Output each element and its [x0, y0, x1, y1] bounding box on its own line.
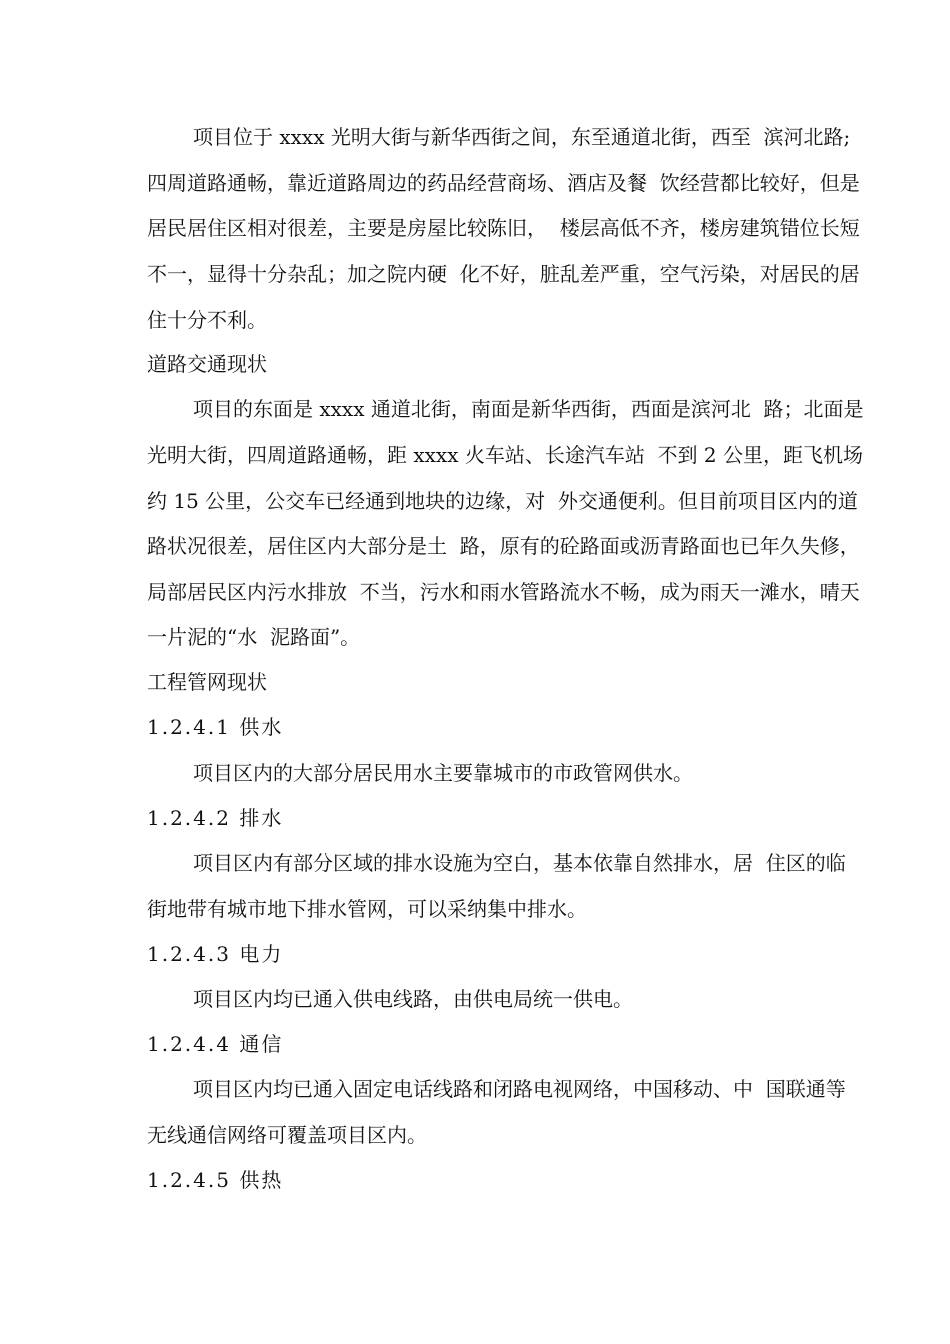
paragraph-line: 项目区内有部分区域的排水设施为空白，基本依靠自然排水，居 住区的临	[193, 851, 846, 875]
paragraph-line: 项目区内均已通入供电线路，由供电局统一供电。	[193, 987, 633, 1011]
paragraph-line: 项目的东面是 xxxx 通道北街，南面是新华西街，西面是滨河北 路；北面是	[193, 397, 864, 421]
paragraph-line: 项目区内的大部分居民用水主要靠城市的市政管网供水。	[193, 761, 693, 785]
subsection-heading: 1.2.4.3 电力	[147, 942, 284, 966]
paragraph-line: 无线通信网络可覆盖项目区内。	[147, 1123, 427, 1147]
paragraph-line: 项目位于 xxxx 光明大街与新华西街之间，东至通道北街，西至 滨河北路;	[193, 125, 851, 149]
paragraph-line: 四周道路通畅，靠近道路周边的药品经营商场、酒店及餐 饮经营都比较好，但是	[147, 171, 860, 195]
paragraph-line: 不一，显得十分杂乱；加之院内硬 化不好，脏乱差严重，空气污染，对居民的居	[147, 262, 860, 286]
section-heading-road: 道路交通现状	[147, 352, 267, 376]
subsection-heading: 1.2.4.4 通信	[147, 1032, 284, 1056]
paragraph-line: 居民居住区相对很差，主要是房屋比较陈旧， 楼层高低不齐，楼房建筑错位长短	[147, 216, 860, 240]
subsection-heading: 1.2.4.2 排水	[147, 806, 284, 830]
subsection-heading: 1.2.4.5 供热	[147, 1168, 284, 1192]
subsection-heading: 1.2.4.1 供水	[147, 715, 284, 739]
paragraph-line: 约 15 公里，公交车已经通到地块的边缘，对 外交通便利。但目前项目区内的道	[147, 489, 858, 513]
paragraph-line: 一片泥的“水 泥路面”。	[147, 625, 361, 649]
paragraph-line: 路状况很差，居住区内大部分是土 路，原有的砼路面或沥青路面也已年久失修，	[147, 534, 860, 558]
paragraph-line: 局部居民区内污水排放 不当，污水和雨水管路流水不畅，成为雨天一滩水，晴天	[147, 580, 860, 604]
paragraph-line: 街地带有城市地下排水管网，可以采纳集中排水。	[147, 897, 587, 921]
section-heading-pipe: 工程管网现状	[147, 670, 267, 694]
paragraph-line: 住十分不利。	[147, 308, 267, 332]
paragraph-line: 项目区内均已通入固定电话线路和闭路电视网络，中国移动、中 国联通等	[193, 1077, 846, 1101]
paragraph-line: 光明大街，四周道路通畅，距 xxxx 火车站、长途汽车站 不到 2 公里，距飞机场	[147, 443, 863, 467]
